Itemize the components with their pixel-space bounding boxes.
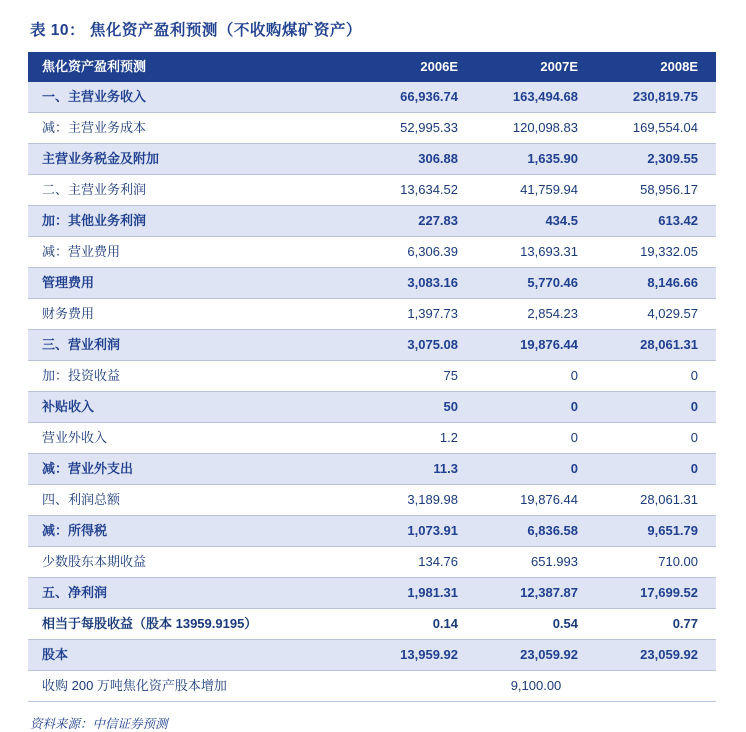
row-value: 12,387.87 (476, 578, 596, 609)
table-row (28, 144, 716, 175)
table-body (28, 82, 716, 702)
row-label: 财务费用 (28, 299, 356, 330)
row-value: 52,995.33 (356, 113, 476, 144)
row-value: 28,061.31 (596, 330, 716, 361)
row-value: 41,759.94 (476, 175, 596, 206)
row-label: 三、营业利润 (28, 330, 356, 361)
table-row (28, 485, 716, 516)
row-value: 75 (356, 361, 476, 392)
row-value: 19,876.44 (476, 330, 596, 361)
row-value: 1,981.31 (356, 578, 476, 609)
table-row (28, 609, 716, 640)
row-label: 加：其他业务利润 (28, 206, 356, 237)
table-row (28, 516, 716, 547)
row-value: 13,693.31 (476, 237, 596, 268)
row-value: 163,494.68 (476, 82, 596, 113)
row-value: 230,819.75 (596, 82, 716, 113)
row-value: 4,029.57 (596, 299, 716, 330)
row-value: 306.88 (356, 144, 476, 175)
row-value: 651.993 (476, 547, 596, 578)
row-value: 0 (596, 454, 716, 485)
row-value: 6,306.39 (356, 237, 476, 268)
row-value: 227.83 (356, 206, 476, 237)
table-row (28, 392, 716, 423)
table-row (28, 82, 716, 113)
row-value: 13,959.92 (356, 640, 476, 671)
row-value: 434.5 (476, 206, 596, 237)
row-value: 9,651.79 (596, 516, 716, 547)
table-header (28, 52, 716, 82)
table-row (28, 361, 716, 392)
table-row (28, 423, 716, 454)
row-label: 一、主营业务收入 (28, 82, 356, 113)
table-row (28, 640, 716, 671)
row-value: 19,876.44 (476, 485, 596, 516)
page-title: 表 10： 焦化资产盈利预测（不收购煤矿资产） (30, 22, 362, 39)
source-note: 资料来源：中信证券预测 (30, 717, 168, 731)
table-row (28, 175, 716, 206)
row-value: 66,936.74 (356, 82, 476, 113)
row-value: 23,059.92 (596, 640, 716, 671)
row-label: 管理费用 (28, 268, 356, 299)
row-value: 1,073.91 (356, 516, 476, 547)
row-label: 二、主营业务利润 (28, 175, 356, 206)
row-label: 减：营业费用 (28, 237, 356, 268)
row-value: 19,332.05 (596, 237, 716, 268)
row-label: 减：主营业务成本 (28, 113, 356, 144)
row-value: 1,635.90 (476, 144, 596, 175)
row-label: 相当于每股收益（股本 13959.9195） (28, 609, 356, 640)
row-value: 1.2 (356, 423, 476, 454)
row-value: 3,083.16 (356, 268, 476, 299)
row-value: 0 (476, 454, 596, 485)
row-value: 8,146.66 (596, 268, 716, 299)
row-value: 1,397.73 (356, 299, 476, 330)
table-row (28, 330, 716, 361)
row-value: 17,699.52 (596, 578, 716, 609)
row-value: 0 (596, 392, 716, 423)
table-row (28, 578, 716, 609)
row-value: 2,309.55 (596, 144, 716, 175)
row-label: 收购 200 万吨焦化资产股本增加 (28, 671, 356, 702)
table-row (28, 113, 716, 144)
row-label: 营业外收入 (28, 423, 356, 454)
column-header-2007e: 2007E (476, 52, 596, 82)
row-label: 减：营业外支出 (28, 454, 356, 485)
row-value: 5,770.46 (476, 268, 596, 299)
table-row (28, 206, 716, 237)
row-value: 58,956.17 (596, 175, 716, 206)
row-value: 120,098.83 (476, 113, 596, 144)
table-row (28, 237, 716, 268)
row-value: 6,836.58 (476, 516, 596, 547)
row-value: 0 (596, 423, 716, 454)
row-label: 主营业务税金及附加 (28, 144, 356, 175)
table-row (28, 268, 716, 299)
row-label: 减：所得税 (28, 516, 356, 547)
row-value: 0.77 (596, 609, 716, 640)
row-value: 3,189.98 (356, 485, 476, 516)
column-header-2006e: 2006E (356, 52, 476, 82)
row-label: 股本 (28, 640, 356, 671)
table-header-row (28, 52, 716, 82)
row-value: 3,075.08 (356, 330, 476, 361)
row-value: 613.42 (596, 206, 716, 237)
row-label: 补贴收入 (28, 392, 356, 423)
row-value: 0 (476, 423, 596, 454)
row-label: 五、净利润 (28, 578, 356, 609)
column-header-2008e: 2008E (596, 52, 716, 82)
row-value: 11.3 (356, 454, 476, 485)
table-row (28, 671, 716, 702)
row-value: 13,634.52 (356, 175, 476, 206)
row-value: 0 (476, 361, 596, 392)
row-value: 28,061.31 (596, 485, 716, 516)
table-row (28, 299, 716, 330)
row-value: 0.54 (476, 609, 596, 640)
column-header-item: 焦化资产盈利预测 (28, 52, 356, 82)
row-label: 少数股东本期收益 (28, 547, 356, 578)
row-label: 加：投资收益 (28, 361, 356, 392)
financial-forecast-table (28, 52, 716, 702)
row-value: 2,854.23 (476, 299, 596, 330)
row-value-merged: 9,100.00 (356, 671, 716, 702)
row-value: 169,554.04 (596, 113, 716, 144)
row-value: 134.76 (356, 547, 476, 578)
row-value: 0 (476, 392, 596, 423)
row-value: 710.00 (596, 547, 716, 578)
table-row (28, 547, 716, 578)
row-value: 0.14 (356, 609, 476, 640)
row-label: 四、利润总额 (28, 485, 356, 516)
row-value: 50 (356, 392, 476, 423)
table-row (28, 454, 716, 485)
row-value: 0 (596, 361, 716, 392)
row-value: 23,059.92 (476, 640, 596, 671)
